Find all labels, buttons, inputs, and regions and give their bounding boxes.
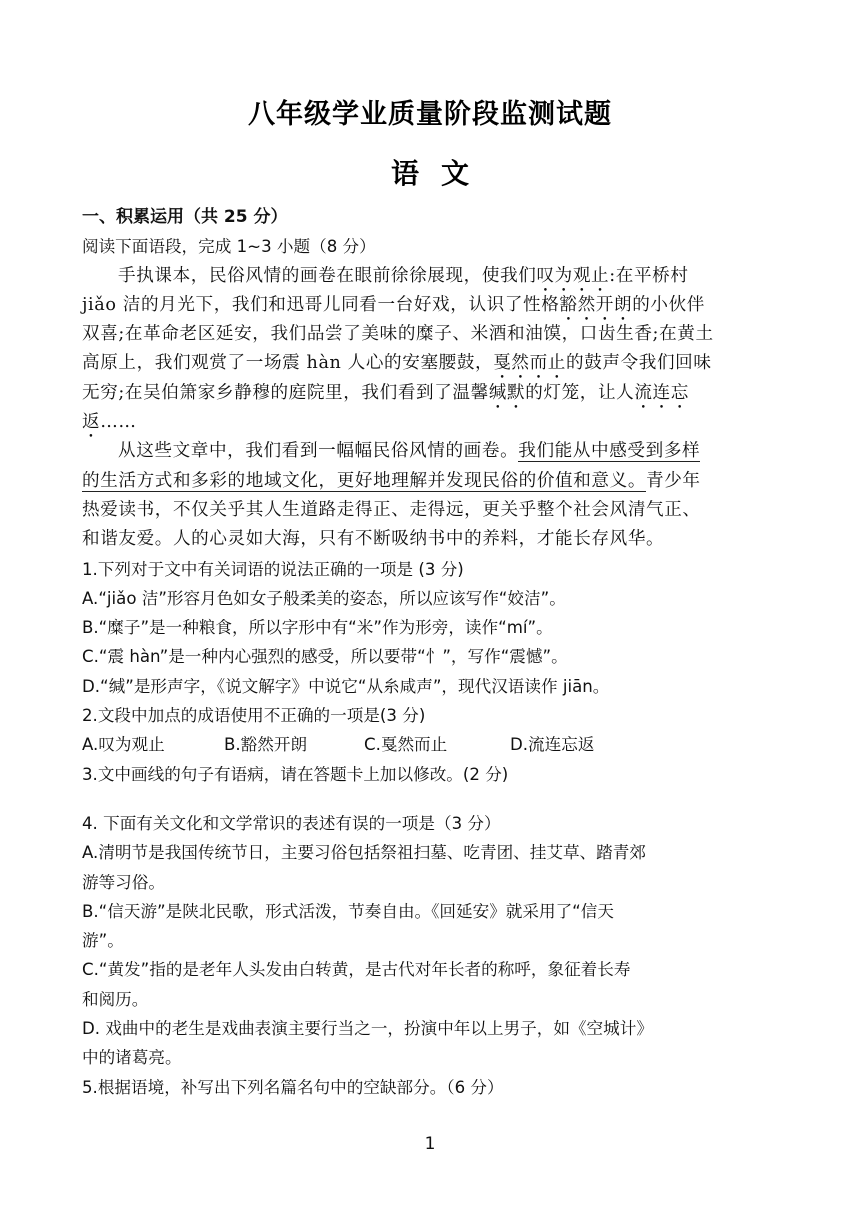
option-b: B.“信天游”是陕北民歌，形式活泼，节奏自由。《回延安》就采用了“信天: [82, 901, 614, 921]
option-c: C.“黄发”指的是老年人头发由白转黄，是古代对年长者的称呼，象征着长寿: [82, 960, 631, 980]
dotted-idiom: 返: [82, 412, 101, 433]
passage-line: 热爱读书，不仅关乎其人生道路走得正、走得远，更关乎整个社会风清气正、: [82, 499, 701, 520]
text-span: 手执课本，民俗风情的画卷在眼前徐徐展现，使我们: [118, 265, 537, 286]
text-span: 从这些文章中，我们看到一幅幅民俗风情的画卷。: [118, 441, 519, 462]
text-span: :在平桥村: [609, 265, 689, 286]
option-a-cont: 游等习俗。: [82, 872, 165, 892]
section-heading: 一、积累运用（共 25 分）: [82, 207, 288, 227]
option-c: C.“震 hàn”是一种内心强烈的感受，所以要带“忄”，写作“震憾”。: [82, 647, 568, 667]
text-span: 的灯笼，让人: [525, 382, 635, 403]
subject-title: 语文: [390, 157, 491, 190]
passage-line: 和谐友爱。人的心灵如大海，只有不断吸纳书中的养料，才能长存风华。: [82, 529, 665, 550]
option-a: A.“jiǎo 洁”形容月色如女子般柔美的姿态，所以应该写作“姣洁”。: [82, 588, 566, 608]
text-span: jiǎo 洁的月光下，我们和迅哥儿同看一台好戏，认识了性格: [82, 294, 560, 315]
dotted-idiom: 流连忘: [634, 382, 689, 403]
option-d: D. 戏曲中的老生是戏曲表演主要行当之一，扮演中年以上男子，如《空城计》: [82, 1019, 653, 1039]
option-b-cont: 游”。: [82, 931, 124, 951]
text-span: 的小伙伴: [632, 294, 705, 315]
text-span: 青少年: [646, 470, 701, 491]
passage-line: [82, 379, 742, 408]
dotted-idiom: 豁然开朗: [559, 294, 633, 315]
passage-line: [82, 437, 742, 466]
underlined-sentence: 我们能从中感受到多样: [518, 441, 701, 462]
spacer: [82, 789, 742, 809]
option-c: C.戛然而止: [364, 735, 448, 755]
question-5: 5.根据语境，补写出下列名篇名句中的空缺部分。（6 分）: [82, 1077, 504, 1097]
passage-line: [82, 349, 742, 378]
question-stem: 4. 下面有关文化和文学常识的表述有误的一项是（3 分）: [82, 813, 501, 833]
text-span: 高原上，我们观赏了一场震 hàn 人心的安塞腰鼓，: [82, 353, 494, 374]
option-d-cont: 中的诸葛亮。: [82, 1048, 182, 1068]
option-d: D.“缄”是形声字，《说文解字》中说它“从糸咸声”，现代汉语读作 jiān。: [82, 676, 610, 696]
underlined-sentence: 的生活方式和多彩的地域文化，更好地理解并发现民俗的价值和意义。: [82, 470, 647, 491]
exam-content: [82, 203, 742, 1102]
option-b: B.“糜子”是一种粮食，所以字形中有“米”作为形旁，读作“mí”。: [82, 618, 553, 638]
dotted-idiom: 戛然而止: [493, 353, 566, 374]
dotted-word: 缄默: [488, 382, 526, 403]
text-span: 的鼓声令我们回味: [566, 353, 712, 374]
passage-line: 双喜;在革命老区延安，我们品尝了美味的糜子、米酒和油馍，口齿生香;在黄土: [82, 324, 714, 345]
passage-line: [82, 262, 742, 291]
text-span: ……: [100, 412, 137, 433]
passage-paragraph-1: [82, 262, 742, 438]
question-1: [82, 555, 742, 701]
passage-paragraph-2: [82, 437, 742, 554]
passage-line: [82, 467, 742, 496]
question-stem: 1.下列对于文中有关词语的说法正确的一项是 (3 分): [82, 559, 464, 579]
question-stem: 2.文段中加点的成语使用不正确的一项是(3 分): [82, 706, 426, 726]
dotted-idiom: 叹为观止: [536, 265, 610, 286]
option-a: A.清明节是我国传统节日，主要习俗包括祭祖扫墓、吃青团、挂艾草、踏青郊: [82, 843, 646, 863]
option-row: [82, 730, 742, 759]
option-a: A.叹为观止: [82, 735, 165, 755]
exam-title: 八年级学业质量阶段监测试题: [248, 99, 612, 130]
question-2: [82, 701, 742, 760]
option-c-cont: 和阅历。: [82, 989, 149, 1009]
question-3: 3.文中画线的句子有语病，请在答题卡上加以修改。(2 分): [82, 764, 509, 784]
page-number: 1: [424, 1134, 436, 1154]
option-d: D.流连忘返: [510, 735, 595, 755]
reading-instruction: 阅读下面语段，完成 1~3 小题（8 分）: [82, 237, 376, 257]
passage-line: [82, 408, 742, 437]
option-b: B.豁然开朗: [224, 735, 308, 755]
passage-line: [82, 291, 742, 320]
text-span: 无穷;在吴伯箫家乡静穆的庭院里，我们看到了温馨: [82, 382, 489, 403]
question-4: [82, 809, 742, 1073]
